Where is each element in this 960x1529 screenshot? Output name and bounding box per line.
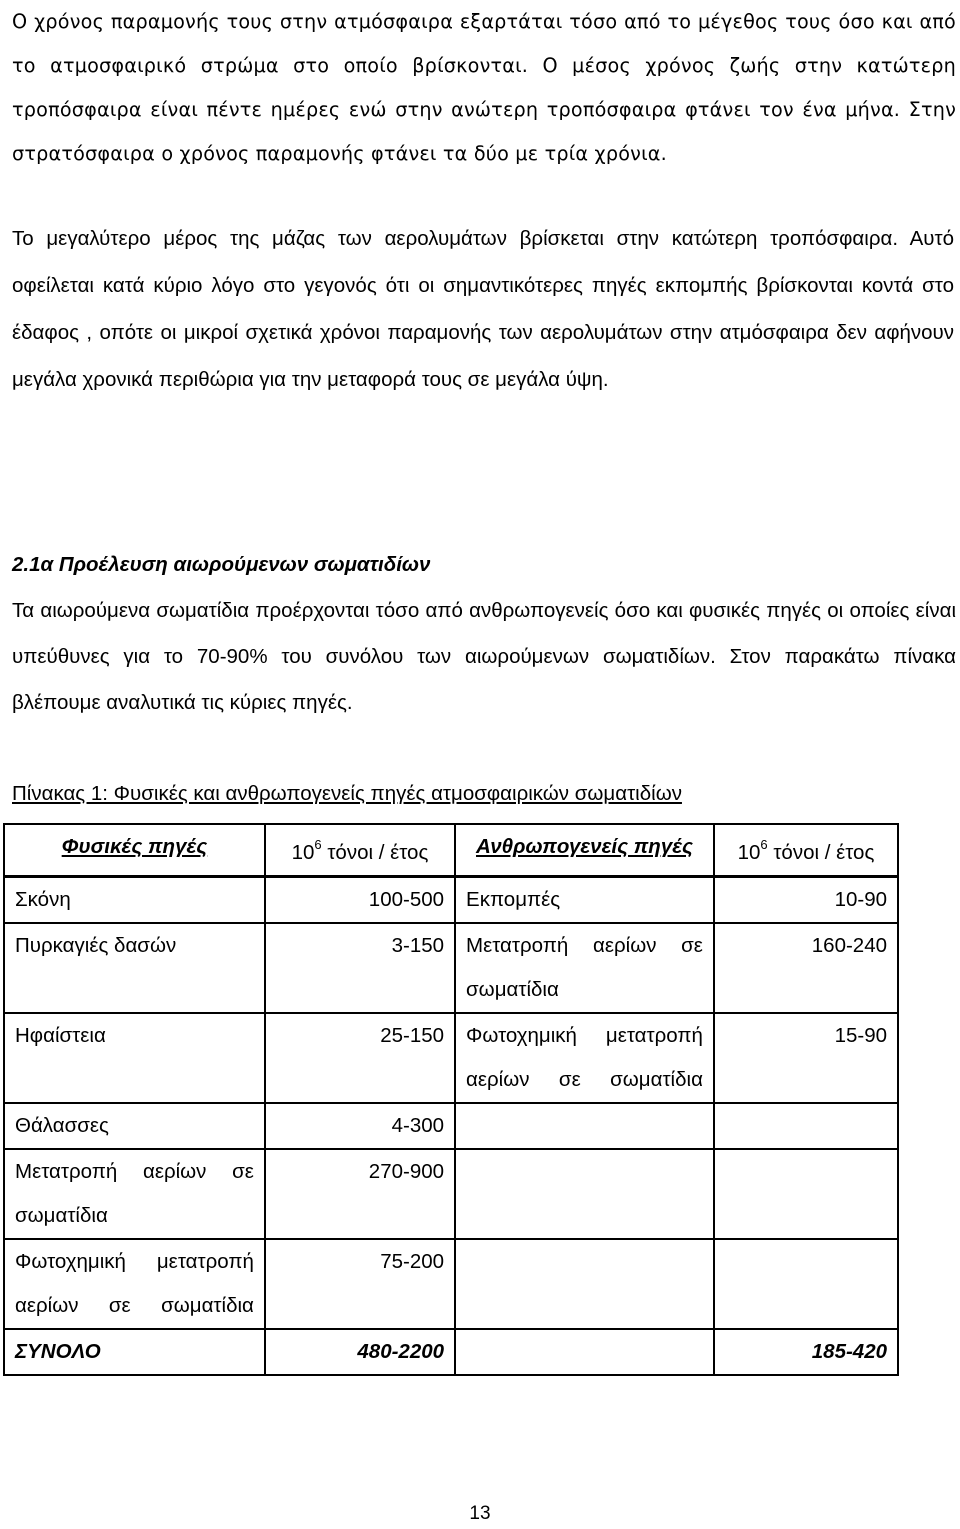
anthro-source: Φωτοχημική μετατροπή αερίων σε σωματίδια [455, 1013, 714, 1103]
natural-source: Μετατροπή αερίων σε σωματίδια [4, 1149, 265, 1239]
paragraph-residence-time: Ο χρόνος παραμονής τους στην ατμόσφαιρα εξαρτάται τόσο από το μέγεθος τους όσο και από το ατμοσφαιρικό στρώμα στο οποίο βρίσκονται. Ο μέσος χρόνος ζωής στην κατώτερη τροπόσφαιρα είναι πέντε ημέρες ενώ στην ανώτερη τροπόσφαιρα φτάνει τον ένα μήνα. Στην στρατόσφαιρα ο χρόνος παραμονής φτάνει τα δύο με τρία χρόνια. [12, 10, 956, 165]
table-total-row [4, 1329, 898, 1375]
anthro-value [714, 1239, 898, 1329]
natural-value: 25-150 [265, 1013, 455, 1103]
header-natural-sources: Φυσικές πηγές [4, 824, 265, 876]
natural-source: Θάλασσες [4, 1103, 265, 1149]
natural-value: 75-200 [265, 1239, 455, 1329]
anthro-value: 15-90 [714, 1013, 898, 1103]
table-row [4, 1013, 898, 1103]
section-heading: 2.1α Προέλευση αιωρούμενων σωματιδίων [12, 553, 431, 576]
natural-value: 270-900 [265, 1149, 455, 1239]
anthro-source [455, 1239, 714, 1329]
anthro-source [455, 1103, 714, 1149]
total-label: ΣΥΝΟΛΟ [4, 1329, 265, 1375]
header-anthropogenic-sources: Ανθρωπογενείς πηγές [455, 824, 714, 876]
table-caption: Πίνακας 1: Φυσικές και ανθρωπογενείς πηγές ατμοσφαιρικών σωματιδίων [12, 782, 682, 805]
table-row [4, 1149, 898, 1239]
anthro-value [714, 1103, 898, 1149]
table-row [4, 1103, 898, 1149]
anthro-source [455, 1149, 714, 1239]
natural-value: 3-150 [265, 923, 455, 1013]
anthro-value: 160-240 [714, 923, 898, 1013]
table-row [4, 876, 898, 923]
natural-source: Φωτοχημική μετατροπή αερίων σε σωματίδια [4, 1239, 265, 1329]
natural-value: 4-300 [265, 1103, 455, 1149]
natural-value: 100-500 [265, 876, 455, 923]
page-number: 13 [469, 1503, 491, 1524]
table-header-row [4, 824, 898, 876]
table-row [4, 923, 898, 1013]
paragraph-mass-distribution: Το μεγαλύτερο μέρος της μάζας των αερολυμάτων βρίσκεται στην κατώτερη τροπόσφαιρα. Αυτό οφείλεται κατά κύριο λόγο στο γεγονός ότι οι σημαντικότερες πηγές εκπομπής βρίσκονται κοντά στο έδαφος , οπότε οι μικροί σχετικά χρόνοι παραμονής των αερολυμάτων στην ατμόσφαιρα δεν αφήνουν μεγάλα χρονικά περιθώρια για την μεταφορά τους σε μεγάλα ύψη. [12, 227, 954, 391]
total-natural-value: 480-2200 [265, 1329, 455, 1375]
anthro-value: 10-90 [714, 876, 898, 923]
header-natural-unit: $10^6$ τόνοι / έτος [265, 824, 455, 876]
sources-table [3, 823, 899, 1376]
natural-source: Ηφαίστεια [4, 1013, 265, 1103]
natural-source: Σκόνη [4, 876, 265, 923]
table-row [4, 1239, 898, 1329]
total-empty-cell [455, 1329, 714, 1375]
header-anthropogenic-unit: $10^6$ τόνοι / έτος [714, 824, 898, 876]
total-anthro-value: 185-420 [714, 1329, 898, 1375]
anthro-source: Εκπομπές [455, 876, 714, 923]
anthro-source: Μετατροπή αερίων σε σωματίδια [455, 923, 714, 1013]
paragraph-sources-intro: Τα αιωρούμενα σωματίδια προέρχονται τόσο από ανθρωπογενείς όσο και φυσικές πηγές οι οποίες είναι υπεύθυνες για το 70-90% του συνόλου των αιωρούμενων σωματιδίων. Στον παρακάτω πίνακα βλέπουμε αναλυτικά τις κύριες πηγές. [12, 599, 956, 714]
anthro-value [714, 1149, 898, 1239]
natural-source: Πυρκαγιές δασών [4, 923, 265, 1013]
